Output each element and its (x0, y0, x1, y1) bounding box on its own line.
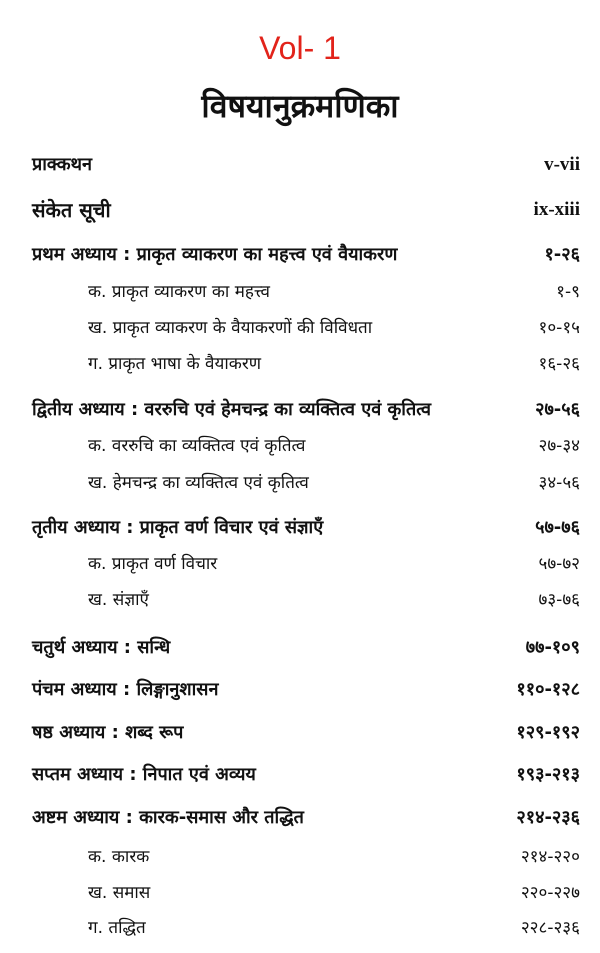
entry-pages: २१४-२३६ (516, 807, 580, 828)
toc-entry (0, 195, 600, 225)
entry-pages: ७३-७६ (538, 590, 580, 610)
toc-entry (0, 395, 600, 425)
entry-label: क. वररुचि का व्यक्तित्व एवं कृतित्व (88, 436, 306, 456)
entry-pages: ५७-७२ (538, 554, 580, 574)
entry-pages: २१४-२२० (520, 847, 580, 867)
entry-pages: २७-५६ (535, 399, 580, 420)
toc-entry (0, 468, 600, 498)
entry-label: क. कारक (88, 847, 150, 867)
entry-pages: १९३-२१३ (516, 764, 580, 785)
entry-label: ख. प्राकृत व्याकरण के वैयाकरणों की विविधता (88, 318, 373, 338)
entry-pages: १-९ (556, 282, 580, 302)
entry-label: ख. हेमचन्द्र का व्यक्तित्व एवं कृतित्व (88, 473, 309, 493)
entry-label: सप्तम अध्याय : निपात एवं अव्यय (32, 764, 256, 785)
toc-entry (0, 277, 600, 307)
entry-pages: १-२६ (544, 244, 580, 265)
entry-pages: १०-१५ (538, 318, 580, 338)
entry-label: तृतीय अध्याय : प्राकृत वर्ण विचार एवं संज्ञाएँ (32, 517, 324, 538)
toc-entry (0, 842, 600, 872)
entry-label: ग. तद्धित (88, 918, 146, 938)
toc-entry (0, 585, 600, 615)
entry-pages: १२९-१९२ (516, 722, 580, 743)
entry-label: प्रथम अध्याय : प्राकृत व्याकरण का महत्त्व एवं वैयाकरण (32, 244, 398, 265)
toc-entry (0, 513, 600, 543)
entry-label: क. प्राकृत व्याकरण का महत्त्व (88, 282, 270, 302)
toc-entry (0, 878, 600, 908)
entry-pages: २२८-२३६ (520, 918, 580, 938)
toc-entry (0, 240, 600, 270)
entry-pages: ७७-१०९ (525, 637, 580, 658)
toc-entry (0, 633, 600, 663)
entry-pages: ११०-१२८ (516, 679, 580, 700)
page-title: विषयानुक्रमणिका (201, 87, 399, 125)
volume-label: Vol- 1 (259, 30, 341, 66)
toc-entry (0, 349, 600, 379)
entry-pages: ५७-७६ (535, 517, 580, 538)
entry-label: चतुर्थ अध्याय : सन्धि (32, 637, 171, 658)
toc-entry (0, 313, 600, 343)
toc-entry (0, 718, 600, 748)
entry-label: द्वितीय अध्याय : वररुचि एवं हेमचन्द्र का व्यक्तित्व एवं कृतित्व (32, 399, 432, 420)
entry-label: अष्टम अध्याय : कारक-समास और तद्धित (32, 807, 304, 828)
toc-entry (0, 549, 600, 579)
entry-label: ख. समास (88, 883, 151, 903)
toc-entry (0, 760, 600, 790)
toc-entry (0, 431, 600, 461)
entry-pages: २२०-२२७ (520, 883, 580, 903)
entry-pages: ३४-५६ (538, 473, 580, 493)
toc-entry (0, 913, 600, 943)
entry-label: ग. प्राकृत भाषा के वैयाकरण (88, 354, 262, 374)
entry-label: प्राक्कथन (32, 154, 93, 175)
toc-entry (0, 675, 600, 705)
entry-pages: v-vii (544, 154, 580, 175)
toc-entry (0, 803, 600, 833)
entry-pages: २७-३४ (538, 436, 580, 456)
entry-label: ख. संज्ञाएँ (88, 590, 149, 610)
entry-label: पंचम अध्याय : लिङ्गानुशासन (32, 679, 219, 700)
entry-label: षष्ठ अध्याय : शब्द रूप (32, 722, 184, 743)
entry-label: संकेत सूची (32, 198, 111, 222)
entry-pages: ix-xiii (533, 199, 580, 220)
entry-pages: १६-२६ (538, 354, 580, 374)
entry-label: क. प्राकृत वर्ण विचार (88, 554, 218, 574)
toc-entry (0, 150, 600, 180)
